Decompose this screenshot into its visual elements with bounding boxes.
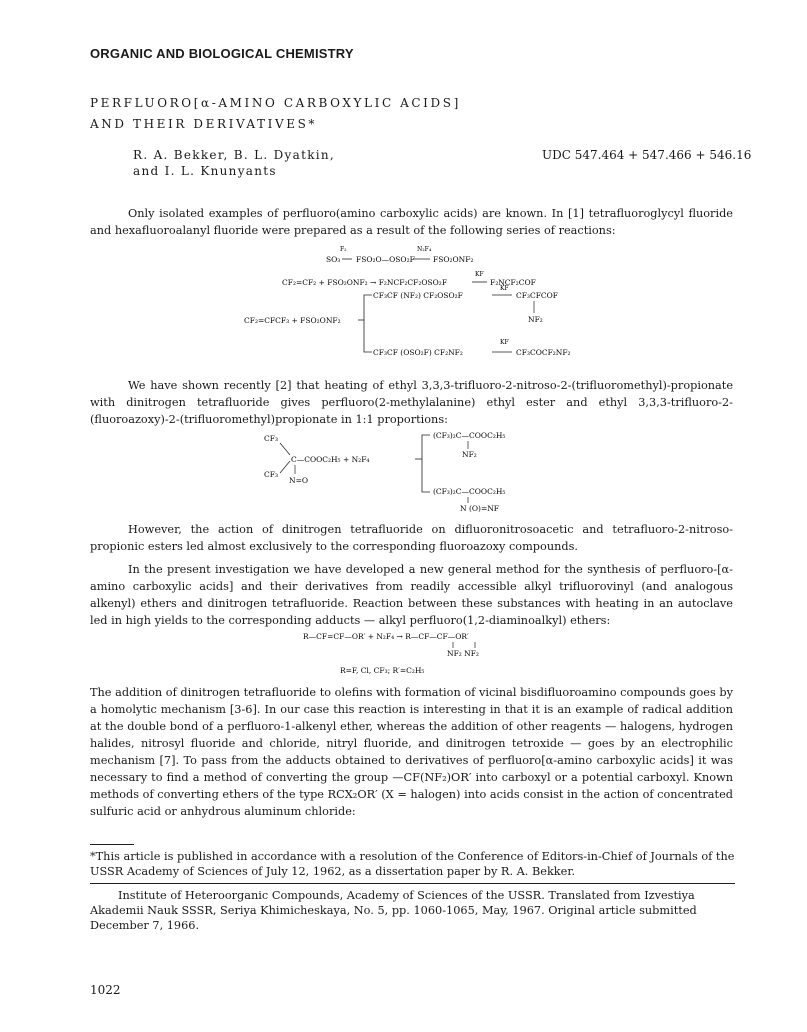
- substituent-azoxy: N (O)=NF: [460, 504, 499, 513]
- adduct-substituents: NF₂ NF₂: [447, 649, 479, 658]
- reagent-kf-top: KF: [500, 285, 509, 292]
- institute-rule: [90, 883, 735, 884]
- intermediate-peroxide: FSO₂O—OSO₂F: [356, 255, 415, 264]
- paragraph-intro: Only isolated examples of perfluoro(amino carboxylic acids) are known. In [1] tetrafluoroglycyl fluoride and hexafluoroalanyl fluoride were prepared as a result of the following series of reactions:: [90, 207, 733, 237]
- page-number: 1022: [90, 983, 121, 997]
- branch-bracket: [364, 295, 372, 352]
- reagent-kf-bottom: KF: [500, 339, 509, 346]
- reactant-so3: SO₃: [326, 255, 341, 264]
- nitroso-ester: C—COOC₂H₅ + N₂F₄: [291, 455, 370, 464]
- paragraph-present-investigation: In the present investigation we have developed a new general method for the synthesis of perfluoro-[α-amino carboxylic acids] and their derivatives from readily accessible alkyl trifluorovinyl (and analogous alkenyl) ethers and dinitrogen tetrafluoride. Reaction between these substances with heating in an autoclave led in high yields to the corresponding adducts — alkyl perfluoro(1,2-diaminoalkyl) ethers:: [90, 563, 733, 627]
- product-alanine-ester: (CF₃)₂C—COOC₂H₅: [433, 431, 506, 440]
- footnote-star: *This article is published in accordance with a resolution of the Conference of Editors-in-Chief of Journals of the USSR Academy of Sciences of July 12, 1962, as a dissertation paper by R. A. Bekker.: [90, 850, 735, 878]
- authors-line2: and I. L. Knunyants: [133, 164, 277, 178]
- reagent-f2: F₂: [340, 246, 347, 253]
- paragraph-fluoroazoxy: However, the action of dinitrogen tetrafluoride on difluoronitrosoacetic and tetrafluoro-2-nitroso-propionic esters led almost exclusively to the corresponding fluoroazoxy compounds.: [90, 523, 733, 553]
- product-alanyl-fluoride: CF₃CFCOF: [516, 291, 558, 300]
- reaction-line-glycyl: CF₂=CF₂ + FSO₂ONF₂ → F₂NCF₂CF₂OSO₂F: [282, 278, 448, 287]
- substituent-nf2-2: NF₂: [462, 450, 477, 459]
- intermediate-bottom: CF₃CF (OSO₂F) CF₂NF₂: [373, 348, 463, 357]
- article-title-line1: PERFLUORO[α-AMINO CARBOXYLIC ACIDS]: [90, 96, 461, 110]
- paragraph-previous-work: We have shown recently [2] that heating of ethyl 3,3,3-trifluoro-2-nitroso-2-(trifluoromethyl)-propionate with dinitrogen tetrafluoride gives perfluoro(2-methylalanine) ethyl ester and ethyl 3,3,3-trifluoro-2-(fluoroazoxy)-2-(trifluoromethyl)propionate in 1:1 proportions:: [90, 379, 733, 426]
- footnote-institute: Institute of Heteroorganic Compounds, Academy of Sciences of the USSR. Translated from Izvestiya Akademii Nauk SSSR, Seriya Khimicheskaya, No. 5, pp. 1060-1065, May, 1967. Original article submitted December 7, 1966.: [90, 889, 697, 932]
- substituent-nf2: NF₂: [528, 315, 543, 324]
- product-azoxy-ester: (CF₃)₂C—COOC₂H₅: [433, 487, 506, 496]
- reaction-scheme-adducts: [295, 628, 555, 676]
- article-title-line2: AND THEIR DERIVATIVES*: [90, 117, 318, 131]
- reaction-scheme-nitroso: [260, 427, 560, 511]
- cf3-bottom: CF₃: [264, 470, 278, 479]
- substituent-definitions: R=F, Cl, CF₃; R′=C₂H₅: [340, 666, 425, 675]
- reagent-n2f4: N₂F₄: [417, 246, 432, 253]
- branch-bracket-2: [422, 435, 430, 492]
- udc-code: UDC 547.464 + 547.466 + 546.16: [542, 148, 752, 162]
- product-glycyl-fluoride: F₂NCF₂COF: [490, 278, 536, 287]
- authors-line1: R. A. Bekker, B. L. Dyatkin,: [133, 148, 336, 162]
- adduct-equation: R—CF=CF—OR′ + N₂F₄ → R—CF—CF—OR′: [303, 632, 469, 641]
- paragraph-mechanism: The addition of dinitrogen tetrafluoride to olefins with formation of vicinal bisdifluoroamino compounds goes by a homolytic mechanism [3-6]. In our case this reaction is interesting in that it is an example of radical addition at the double bond of a perfluoro-1-alkenyl ether, whereas the addition of other reagents — halogens, hydrogen halides, nitrosyl fluoride and chloride, nitryl fluoride, and dinitrogen tetroxide — goes by an electrophilic mechanism [7]. To pass from the adducts obtained to derivatives of perfluoro[α-amino carboxylic acids] it was necessary to find a method of converting the group —CF(NF₂)OR′ into carboxyl or a potential carboxyl. Known methods of converting ethers of the type RCX₂OR′ (X = halogen) into acids consist in the action of concentrated sulfuric acid or anhydrous aluminum chloride:: [90, 686, 733, 818]
- section-heading: ORGANIC AND BIOLOGICAL CHEMISTRY: [90, 46, 354, 61]
- footnote-rule: [90, 844, 134, 845]
- product-ketone: CF₃COCF₂NF₂: [516, 348, 571, 357]
- reaction-scheme-glycyl: [244, 240, 700, 364]
- nitroso-group: N=O: [289, 476, 308, 485]
- reaction-line-alanyl: CF₂=CFCF₃ + FSO₂ONF₂: [244, 316, 341, 325]
- cf3-top: CF₃: [264, 434, 278, 443]
- intermediate-top: CF₃CF (NF₂) CF₂OSO₂F: [373, 291, 463, 300]
- reagent-kf: KF: [475, 271, 484, 278]
- product-fso2onf2: FSO₂ONF₂: [433, 255, 474, 264]
